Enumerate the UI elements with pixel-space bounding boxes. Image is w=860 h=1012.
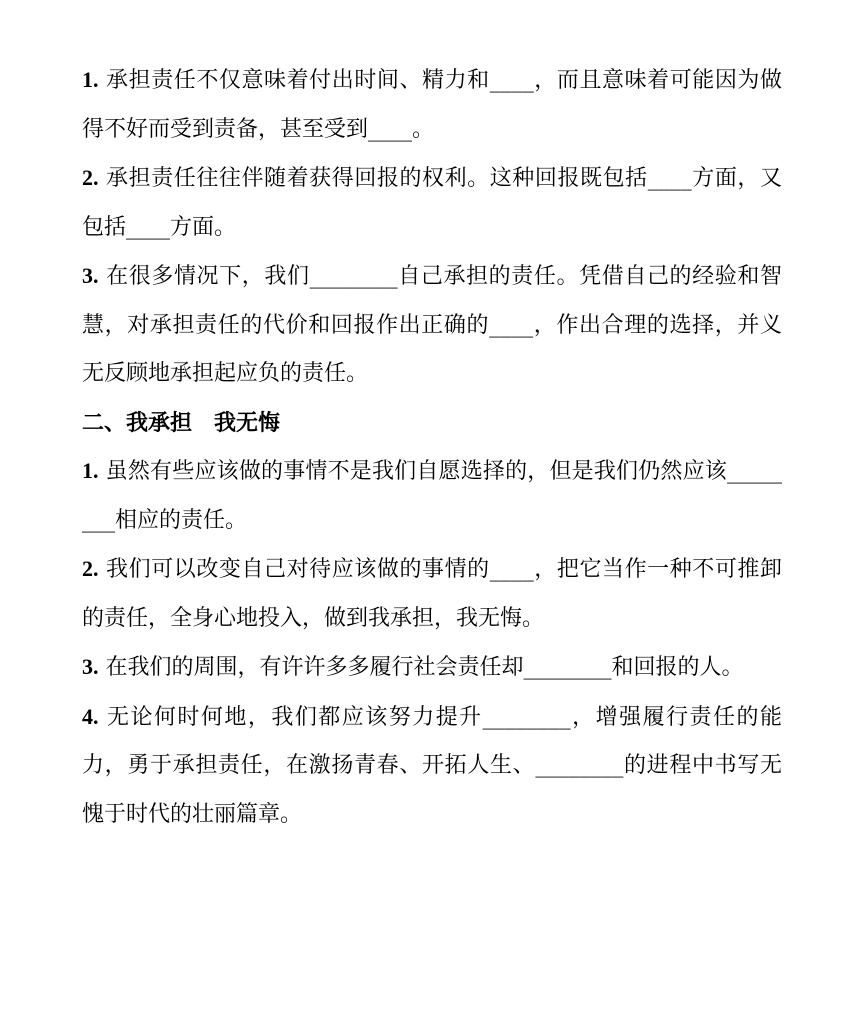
item-1-3 — [82, 252, 782, 399]
item-2-3 — [82, 643, 782, 693]
item-number: 2. — [82, 165, 99, 190]
item-text: 承担责任往往伴随着获得回报的权利。这种回报既包括____方面，又包括____方面。 — [82, 166, 782, 240]
item-number: 1. — [82, 67, 99, 92]
item-number: 2. — [82, 556, 99, 581]
item-1-2 — [82, 154, 782, 252]
item-number: 1. — [82, 458, 99, 483]
item-text: 虽然有些应该做的事情不是我们自愿选择的，但是我们仍然应该________相应的责任。 — [82, 459, 782, 533]
worksheet-page — [82, 56, 782, 839]
item-number: 3. — [82, 654, 99, 679]
item-text: 我们可以改变自己对待应该做的事情的____，把它当作一种不可推卸的责任，全身心地投入，做到我承担，我无悔。 — [82, 557, 782, 631]
item-text: 无论何时何地，我们都应该努力提升________，增强履行责任的能力，勇于承担责任，在激扬青春、开拓人生、________的进程中书写无愧于时代的壮丽篇章。 — [82, 704, 782, 827]
item-2-4 — [82, 693, 782, 840]
item-text: 承担责任不仅意味着付出时间、精力和____，而且意味着可能因为做得不好而受到责备，甚至受到____。 — [82, 68, 782, 142]
item-2-2 — [82, 545, 782, 643]
item-number: 3. — [82, 263, 99, 288]
item-1-1 — [82, 56, 782, 154]
item-text: 在我们的周围，有许许多多履行社会责任却________和回报的人。 — [98, 655, 744, 680]
item-number: 4. — [82, 703, 99, 729]
item-2-1 — [82, 447, 782, 545]
item-text: 在很多情况下，我们________自己承担的责任。凭借自己的经验和智慧，对承担责任的代价和回报作出正确的____，作出合理的选择，并义无反顾地承担起应负的责任。 — [82, 264, 782, 386]
section-2-heading: 二、我承担 我无悔 — [82, 409, 281, 436]
